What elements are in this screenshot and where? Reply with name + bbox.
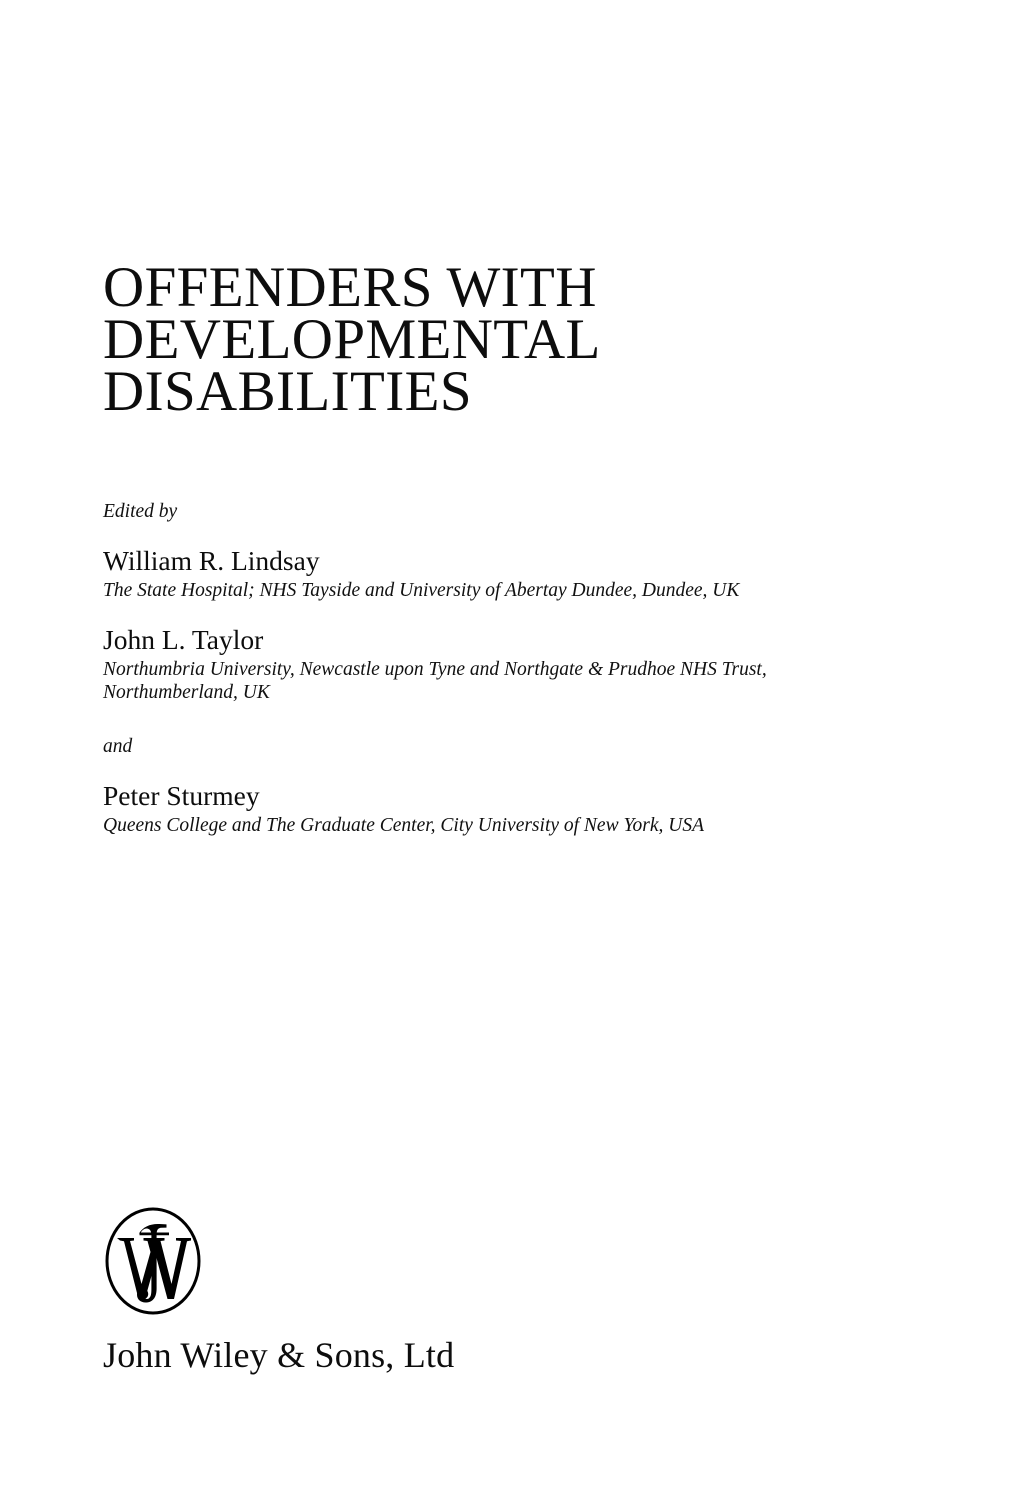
editor-entry bbox=[103, 623, 903, 705]
editors-section bbox=[103, 500, 903, 837]
editor-entry bbox=[103, 779, 903, 838]
editor-affiliation: The State Hospital; NHS Tayside and University of Abertay Dundee, Dundee, UK bbox=[103, 580, 740, 601]
and-label: and bbox=[103, 735, 133, 757]
editor-affiliation: Northumbria University, Newcastle upon Tyne and Northgate & Prudhoe NHS Trust, Northumberland, UK bbox=[103, 658, 767, 703]
edited-by-label: Edited by bbox=[103, 501, 178, 522]
title-line-3: DISABILITIES bbox=[103, 360, 472, 423]
wiley-jw-monogram-icon bbox=[103, 1206, 203, 1316]
title-line-1: OFFENDERS WITH bbox=[103, 256, 597, 319]
publisher-name: John Wiley & Sons, Ltd bbox=[103, 1335, 455, 1375]
book-title bbox=[103, 256, 823, 423]
editor-entry bbox=[103, 544, 903, 603]
editor-name: Peter Sturmey bbox=[103, 779, 260, 811]
editor-name: William R. Lindsay bbox=[103, 545, 320, 576]
title-line-2: DEVELOPMENTAL bbox=[103, 308, 601, 371]
editor-name: John L. Taylor bbox=[103, 623, 264, 655]
publisher-section bbox=[103, 1206, 703, 1377]
editor-affiliation: Queens College and The Graduate Center, City University of New York, USA bbox=[103, 814, 705, 836]
